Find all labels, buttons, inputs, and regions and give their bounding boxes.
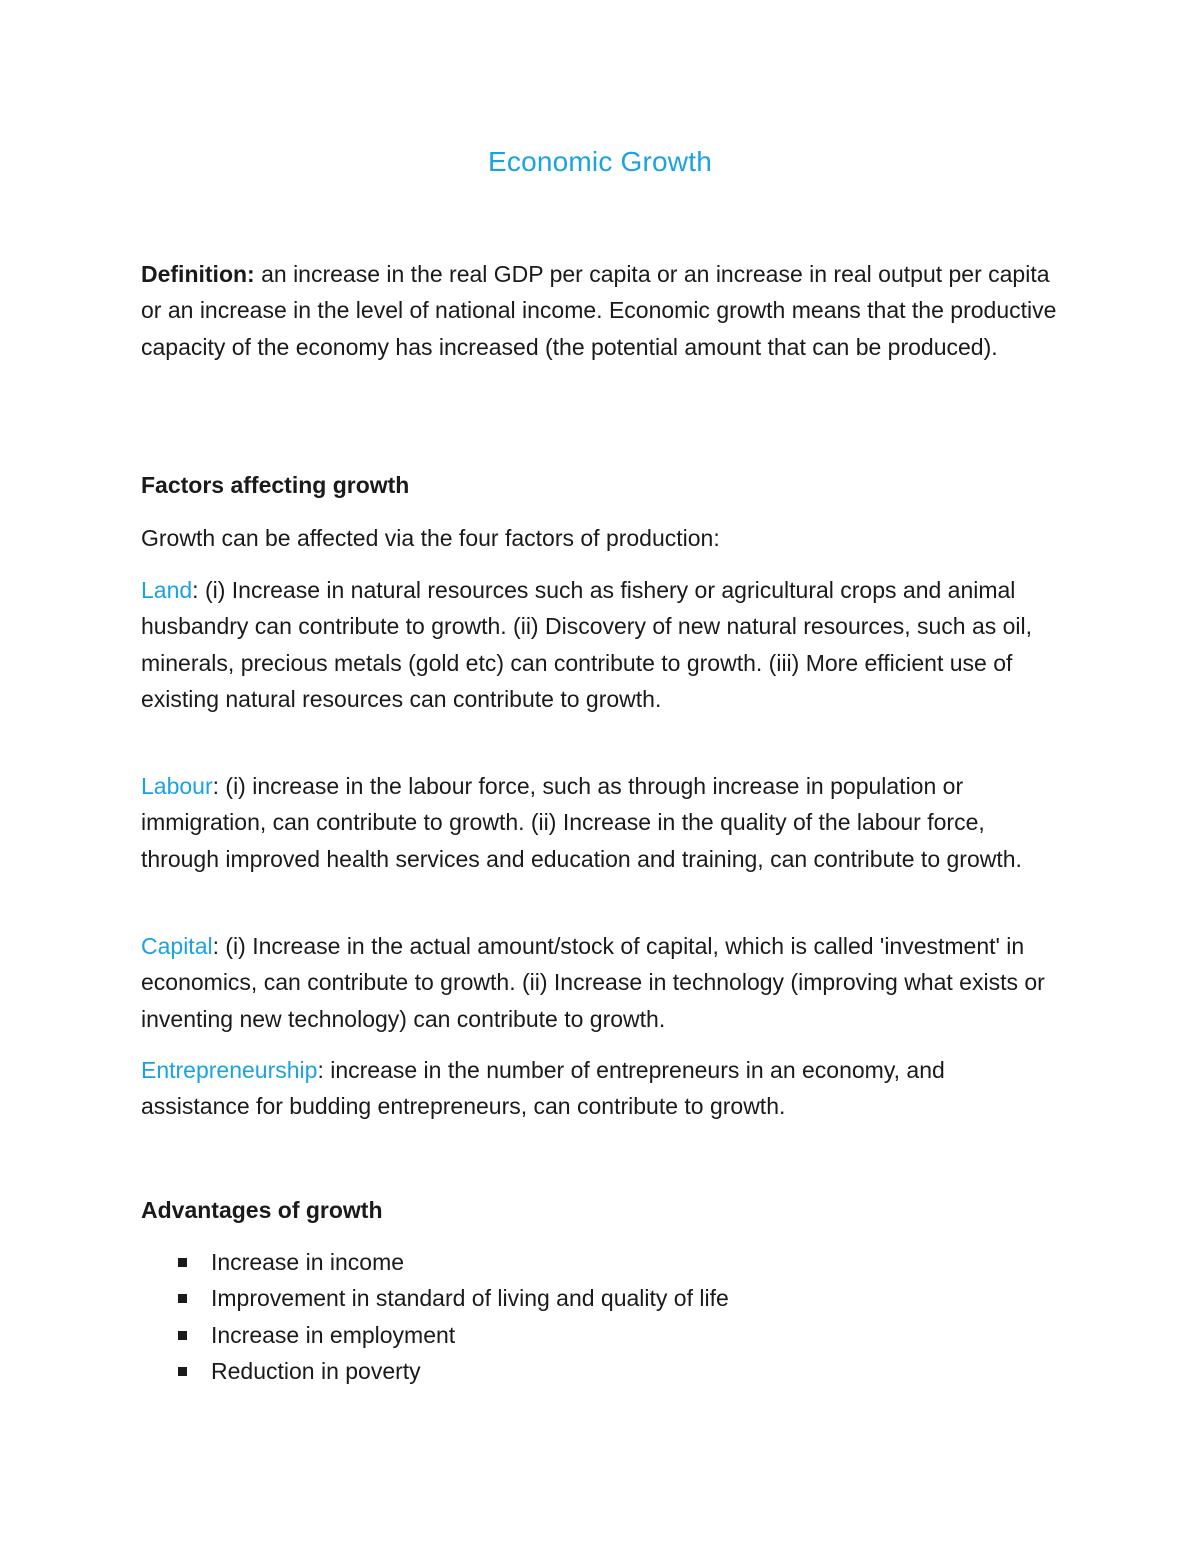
factor-text-entrepreneurship: : increase in the number of entrepreneurs in an economy, and assistance for budding entrepreneurs, can contribute to growth. (141, 1057, 945, 1120)
factor-term-capital: Capital (141, 933, 213, 959)
square-bullet-icon (178, 1294, 187, 1303)
definition-text: an increase in the real GDP per capita or an increase in real output per capita or an increase in the level of national income. Economic growth means that the productive capacity of the economy has increased (the potential amount that can be produced). (141, 261, 1057, 360)
factor-text-land: : (i) Increase in natural resources such as fishery or agricultural crops and animal husbandry can contribute to growth. (ii) Discovery of new natural resources, such as oil, minerals, precious metals (gold etc) can contribute to growth. (iii) More efficient use of existing natural resources can contribute to growth. (141, 577, 1033, 713)
list-item (141, 1244, 729, 1280)
factor-term-land: Land (141, 577, 193, 603)
factor-term-labour: Labour (141, 773, 213, 799)
square-bullet-icon (178, 1331, 187, 1340)
factor-capital-paragraph (141, 928, 1059, 1037)
list-item (141, 1280, 729, 1316)
document-title: Economic Growth (488, 146, 712, 177)
list-item (141, 1317, 729, 1353)
definition-paragraph (141, 256, 1059, 365)
factor-entrepreneurship-paragraph (141, 1052, 1059, 1125)
factor-text-capital: : (i) Increase in the actual amount/stock of capital, which is called 'investment' in economics, can contribute to growth. (ii) Increase in technology (improving what exists or inventing new technology) can contribute to growth. (141, 933, 1045, 1032)
square-bullet-icon (178, 1367, 187, 1376)
advantage-text: Reduction in poverty (211, 1358, 421, 1385)
advantages-heading: Advantages of growth (141, 1197, 383, 1223)
advantage-text: Increase in income (211, 1249, 405, 1275)
advantage-text: Increase in employment (211, 1321, 456, 1348)
factor-labour-paragraph (141, 768, 1059, 877)
factor-term-entrepreneurship: Entrepreneurship (141, 1057, 318, 1083)
factors-intro: Growth can be affected via the four factors of production: (141, 525, 720, 551)
factors-heading: Factors affecting growth (141, 472, 410, 498)
factor-text-labour: : (i) increase in the labour force, such as through increase in population or immigration, can contribute to growth. (ii) Increase in the quality of the labour force, through improved health services and education and training, can contribute to growth. (141, 773, 1022, 872)
factor-land-paragraph (141, 572, 1059, 718)
definition-label: Definition: (141, 261, 255, 287)
list-item (141, 1353, 729, 1389)
square-bullet-icon (178, 1258, 187, 1267)
advantages-list (141, 1244, 729, 1390)
advantage-text: Improvement in standard of living and quality of life (211, 1285, 729, 1312)
